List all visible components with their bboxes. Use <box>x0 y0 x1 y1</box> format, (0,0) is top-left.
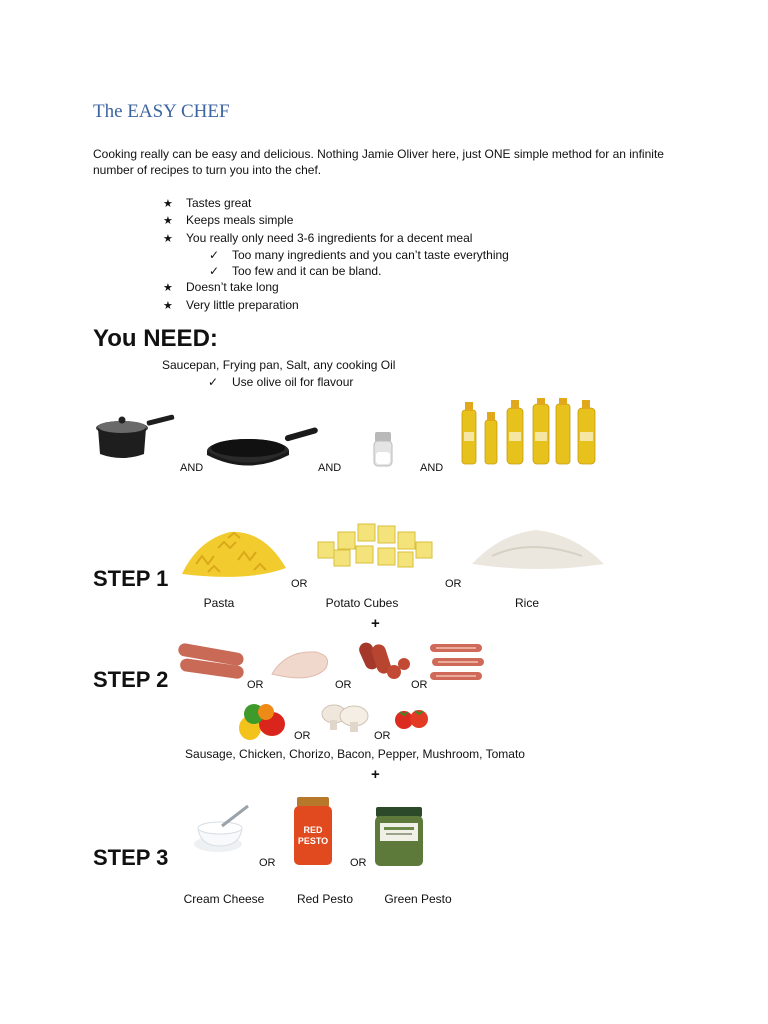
plus-sign: + <box>371 615 380 632</box>
or-connector: OR <box>291 578 308 590</box>
oil-bottles-image <box>458 398 598 466</box>
pasta-image <box>178 520 290 582</box>
step2-heading: STEP 2 <box>93 667 169 692</box>
list-item: ★ You really only need 3-6 ingredients for a decent meal <box>163 230 509 247</box>
star-bullet-icon: ★ <box>163 198 173 210</box>
or-connector: OR <box>350 857 367 869</box>
or-connector: OR <box>411 679 428 691</box>
need-heading: You NEED: <box>93 325 218 352</box>
rice-label: Rice <box>514 596 539 610</box>
list-item: ★ Tastes great <box>163 195 509 212</box>
checkmark-icon: ✓ <box>209 264 220 279</box>
green-pesto-jar-image <box>374 807 424 867</box>
step2-caption: Sausage, Chicken, Chorizo, Bacon, Pepper, Mushroom, Tomato <box>185 747 525 761</box>
pasta-label: Pasta <box>203 596 235 610</box>
intro-paragraph: Cooking really can be easy and delicious. Nothing Jamie Oliver here, just ONE simple method for an infinite number of recipes to turn you into the chef. <box>93 147 664 177</box>
and-connector: AND <box>318 462 342 474</box>
checkmark-icon: ✓ <box>209 247 220 262</box>
salt-shaker-image <box>370 430 398 470</box>
and-connector: AND <box>420 462 444 474</box>
star-bullet-icon: ★ <box>163 215 173 228</box>
list-item: ★ Very little preparation <box>163 297 509 314</box>
need-items-text: Saucepan, Frying pan, Salt, any cooking Oil <box>162 358 396 372</box>
bacon-image <box>428 640 486 686</box>
list-subitem: ✓ Too many ingredients and you can’t taste everything <box>209 247 509 262</box>
potato-cubes-label: Potato Cubes <box>325 596 399 610</box>
sausage-image <box>176 644 248 680</box>
list-item: ★ Keeps meals simple <box>163 212 509 229</box>
green-pesto-label: Green Pesto <box>384 892 452 906</box>
checkmark-icon: ✓ <box>208 375 219 389</box>
mushroom-image <box>316 702 372 734</box>
red-pesto-label: Red Pesto <box>296 892 354 906</box>
star-bullet-icon: ★ <box>163 299 173 312</box>
tomato-image <box>394 706 430 732</box>
star-bullet-icon: ★ <box>163 232 173 245</box>
pepper-image <box>236 700 292 742</box>
frying-pan-image <box>205 428 320 474</box>
red-pesto-jar-image <box>293 797 333 867</box>
page-title: The EASY CHEF <box>93 101 230 122</box>
jar-label-pesto: PESTO <box>297 836 329 846</box>
cream-cheese-label: Cream Cheese <box>183 892 265 906</box>
need-tip: ✓ Use olive oil for flavour <box>208 375 354 389</box>
step3-heading: STEP 3 <box>93 845 169 870</box>
or-connector: OR <box>374 730 391 742</box>
and-connector: AND <box>180 462 204 474</box>
list-item: ★ Doesn’t take long <box>163 279 509 296</box>
rice-image <box>470 524 606 572</box>
step1-heading: STEP 1 <box>93 566 169 591</box>
jar-label-red: RED <box>303 825 323 835</box>
or-connector: OR <box>445 578 462 590</box>
plus-sign: + <box>371 766 380 783</box>
chorizo-image <box>354 640 412 686</box>
benefits-list <box>163 195 509 314</box>
saucepan-image <box>95 408 177 462</box>
or-connector: OR <box>247 679 264 691</box>
chicken-image <box>268 646 332 686</box>
list-subitem: ✓ Too few and it can be bland. <box>209 264 382 279</box>
or-connector: OR <box>294 730 311 742</box>
star-bullet-icon: ★ <box>163 282 173 295</box>
potato-cubes-image <box>316 520 436 570</box>
cream-cheese-image <box>190 800 256 856</box>
or-connector: OR <box>259 857 276 869</box>
or-connector: OR <box>335 679 352 691</box>
